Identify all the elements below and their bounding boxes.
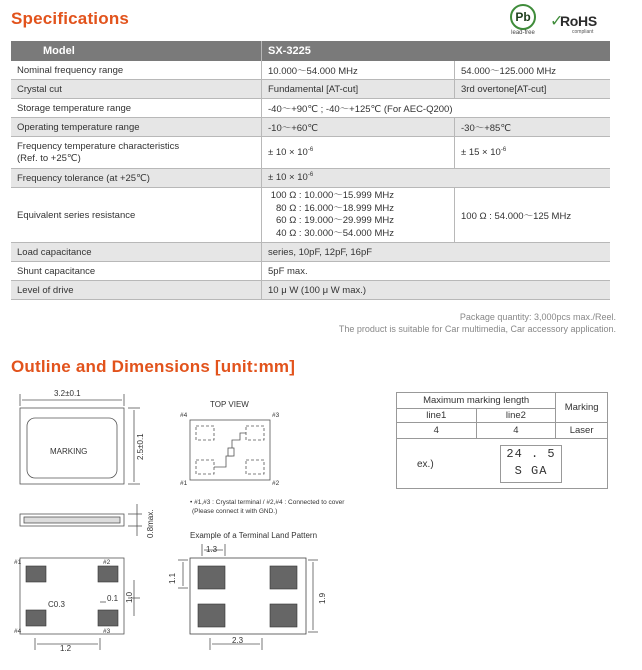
rohs-label: RoHS <box>560 13 597 29</box>
row-label-line: (Ref. to +25℃) <box>17 152 81 164</box>
pad-4 <box>26 610 46 626</box>
row-label: Storage temperature range <box>11 99 262 118</box>
table-header-row <box>11 41 610 61</box>
value-exponent: -6 <box>307 146 314 153</box>
land-pad-1 <box>198 566 225 589</box>
top-pin-3: #3 <box>272 412 280 419</box>
land-width-dimension: 1.3 <box>206 545 218 554</box>
value-base: ± 15 × 10 <box>461 147 501 159</box>
table-row <box>11 137 610 169</box>
pad-spacing-dimension: 1.0 <box>125 591 134 603</box>
row-label: Crystal cut <box>11 80 262 99</box>
land-pad-2 <box>270 566 297 589</box>
value-exponent: -6 <box>500 146 507 153</box>
row-value: -30～+85℃ <box>455 118 611 137</box>
top-pin-1: #1 <box>180 480 188 487</box>
line2-header: line2 <box>476 409 556 423</box>
row-value: series, 10pF, 12pF, 16pF <box>262 243 611 262</box>
marking-method: Laser <box>556 423 608 439</box>
table-row <box>11 80 610 99</box>
pad-pitch-dimension: 1.2 <box>60 644 72 653</box>
row-label: Load capacitance <box>11 243 262 262</box>
row-value: -40～+90℃ ; -40～+125℃ (For AEC-Q200) <box>262 99 611 118</box>
value-base: ± 10 × 10 <box>268 147 308 159</box>
marking-example <box>500 445 562 483</box>
line1-header: line1 <box>397 409 477 423</box>
row-value <box>262 169 611 188</box>
bottom-pin-1: #1 <box>14 559 22 566</box>
height-dimension: 2.5±0.1 <box>136 433 145 460</box>
header-model-value: SX-3225 <box>262 41 611 61</box>
line1-value: 4 <box>397 423 477 439</box>
table-row <box>11 99 610 118</box>
example-line-1: 24 . 5 <box>506 447 556 461</box>
chamfer-dimension: C0.3 <box>48 600 65 609</box>
application-note: The product is suitable for Car multimedia, Car accessory application. <box>338 324 616 334</box>
line2-value: 4 <box>476 423 556 439</box>
land-pad-4 <box>198 604 225 627</box>
outline-drawings <box>0 380 392 670</box>
esr-line: 40 Ω : 30.000～54.000 MHz <box>275 227 394 239</box>
table-row <box>11 169 610 188</box>
top-pin-4: #4 <box>180 412 188 419</box>
value-base: ± 10 × 10 <box>268 172 308 184</box>
terminal-note-2: (Please connect it with GND.) <box>192 508 278 515</box>
row-label: Nominal frequency range <box>11 61 262 80</box>
row-label <box>11 137 262 169</box>
terminal-note-1: • #1,#3 : Crystal terminal / #2,#4 : Connected to cover <box>190 499 345 506</box>
row-value <box>262 137 455 169</box>
land-pattern-title: Example of a Terminal Land Pattern <box>190 531 318 540</box>
row-label-line: Frequency temperature characteristics <box>17 140 180 152</box>
table-row <box>11 188 610 243</box>
bottom-pin-4: #4 <box>14 628 22 635</box>
row-label: Operating temperature range <box>11 118 262 137</box>
max-marking-length-header: Maximum marking length <box>397 393 556 409</box>
land-span-vertical: 1.9 <box>318 592 327 604</box>
table-row <box>11 243 610 262</box>
rohs-check-icon: ✓ <box>550 13 564 30</box>
pb-free-caption: lead-free <box>511 30 535 36</box>
example-label: ex.) <box>417 459 434 470</box>
row-value: 3rd overtone[AT-cut] <box>455 80 611 99</box>
package-quantity-note: Package quantity: 3,000pcs max./Reel. <box>459 312 616 322</box>
width-dimension: 3.2±0.1 <box>54 389 81 398</box>
row-value: 10.000～54.000 MHz <box>262 61 455 80</box>
esr-line: 80 Ω : 16.000～18.999 MHz <box>275 202 394 214</box>
row-value: Fundamental [AT-cut] <box>262 80 455 99</box>
esr-line: 100 Ω : 10.000～15.999 MHz <box>270 190 394 201</box>
table-row <box>11 281 610 300</box>
specifications-heading: Specifications <box>11 9 130 28</box>
row-value: 100 Ω : 54.000～125 MHz <box>455 188 611 243</box>
land-pad-3 <box>270 604 297 627</box>
row-value: 5pF max. <box>262 262 611 281</box>
esr-line: 60 Ω : 19.000～29.999 MHz <box>275 215 394 226</box>
rohs-caption: compliant <box>572 29 594 35</box>
bottom-pin-3: #3 <box>103 628 111 635</box>
land-height-dimension: 1.1 <box>168 572 177 584</box>
row-label: Frequency tolerance (at +25℃) <box>11 169 262 188</box>
specifications-table <box>11 41 610 300</box>
row-value: -10～+60℃ <box>262 118 455 137</box>
marking-table <box>396 392 608 489</box>
value-exponent: -6 <box>307 172 314 179</box>
top-view-label: TOP VIEW <box>210 400 249 409</box>
row-value <box>262 188 455 243</box>
row-value <box>455 137 611 169</box>
row-value: 54.000～125.000 MHz <box>455 61 611 80</box>
thickness-dimension: 0.8max. <box>146 509 155 538</box>
pad-3 <box>98 610 118 626</box>
marking-example-cell <box>397 439 608 489</box>
land-span-horizontal: 2.3 <box>232 636 244 645</box>
compliance-badges <box>510 4 622 38</box>
table-row <box>11 118 610 137</box>
example-line-2: S GA <box>514 464 548 478</box>
bottom-pin-2: #2 <box>103 559 111 566</box>
pad-2 <box>98 566 118 582</box>
outline-heading: Outline and Dimensions [unit:mm] <box>11 357 296 376</box>
header-model-label: Model <box>11 41 262 61</box>
table-row <box>11 262 610 281</box>
row-label: Level of drive <box>11 281 262 300</box>
top-pin-2: #2 <box>272 480 280 487</box>
row-value: 10 μ W (100 μ W max.) <box>262 281 611 300</box>
marking-header: Marking <box>556 393 608 423</box>
gap-dimension: 0.1 <box>107 594 119 603</box>
row-label: Shunt capacitance <box>11 262 262 281</box>
pad-1 <box>26 566 46 582</box>
marking-label: MARKING <box>50 447 88 456</box>
row-label: Equivalent series resistance <box>11 188 262 243</box>
table-row <box>11 61 610 80</box>
pb-free-icon: Pb <box>510 4 536 30</box>
